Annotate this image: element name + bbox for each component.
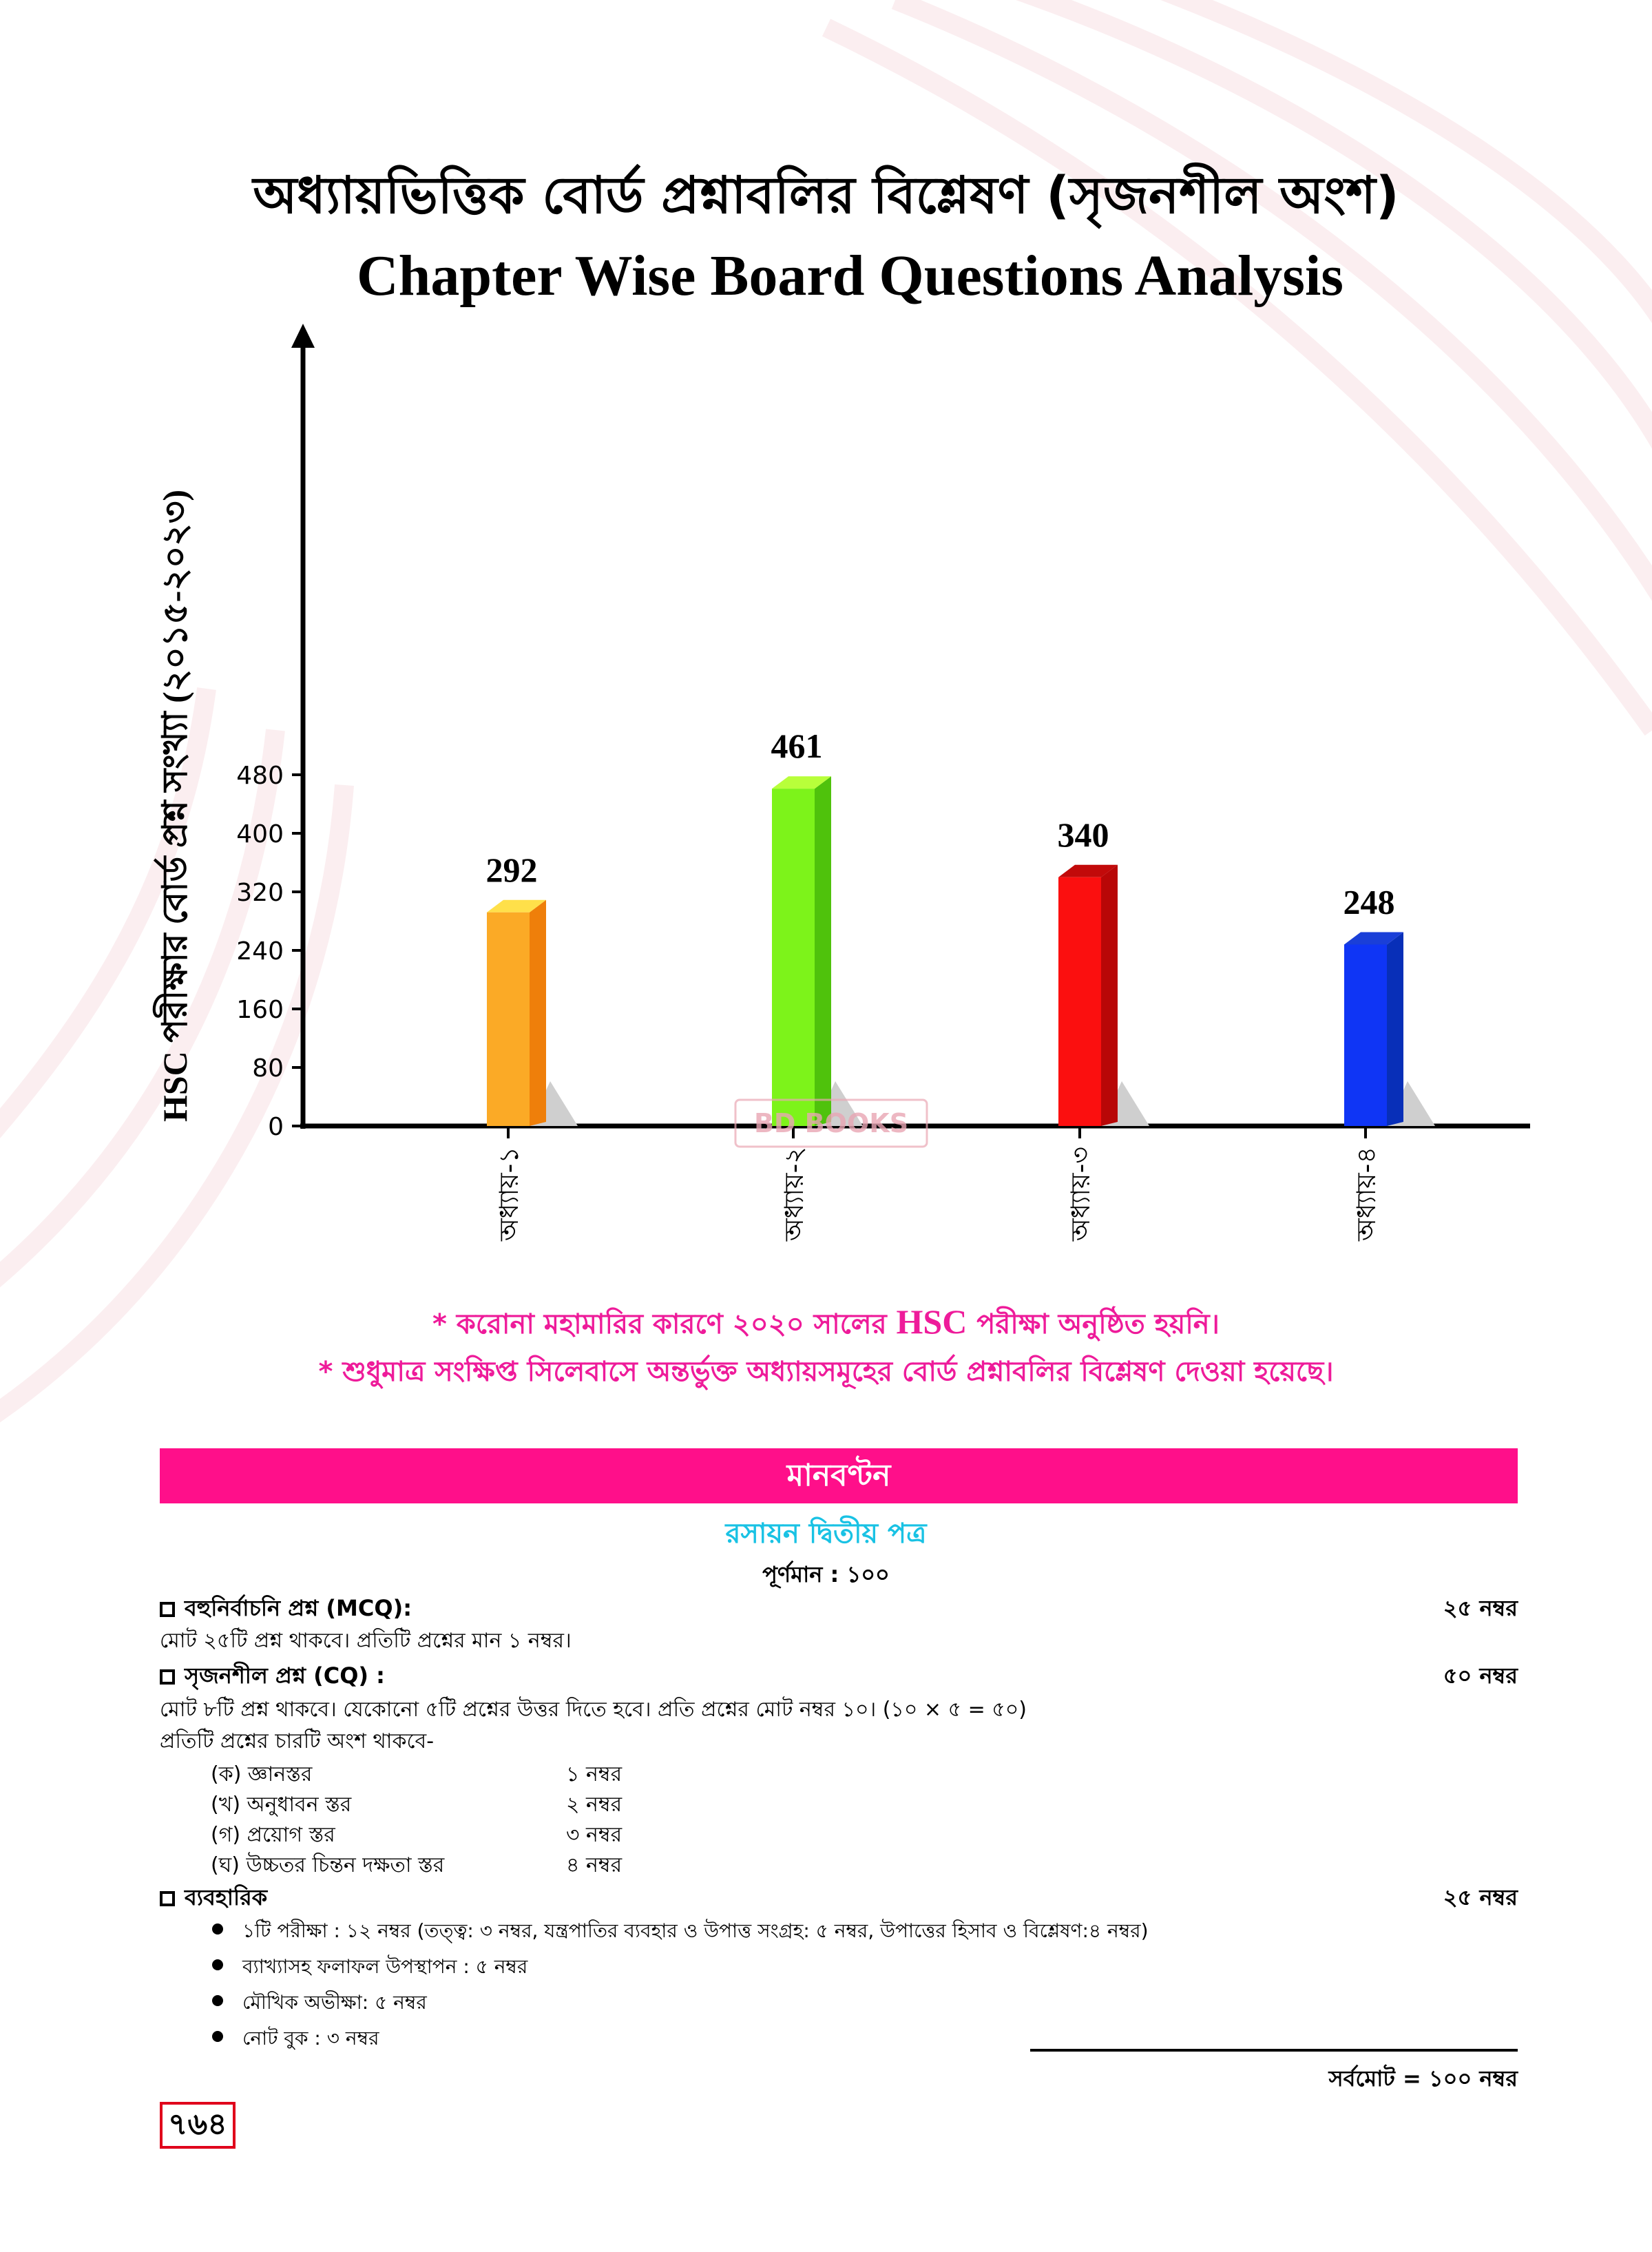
cq-title: সৃজনশীল প্রশ্ন (CQ) : [185, 1662, 385, 1689]
cq-part-label: (ক) জ্ঞানস্তর [211, 1762, 313, 1786]
y-axis-label: HSC পরীক্ষার বোর্ড প্রশ্ন সংখ্যা (২০১৫-২০২৩) [156, 489, 194, 1123]
grand-total: সর্বমোট = ১০০ নম্বর [1328, 2065, 1518, 2092]
bullet-icon [212, 1959, 223, 1970]
bar-side [815, 776, 831, 1126]
practical-item: ব্যাখ্যাসহ ফলাফল উপস্থাপন : ৫ নম্বর [242, 1955, 528, 1978]
cq-desc: মোট ৮টি প্রশ্ন থাকবে। যেকোনো ৫টি প্রশ্নের উত্তর দিতে হবে। প্রতি প্রশ্নের মোট নম্বর ১০। (১০ × ৫ = ৫০) [160, 1698, 1027, 1722]
bar-value-label: 340 [1057, 815, 1109, 854]
bar [1344, 945, 1387, 1127]
mcq-row [160, 1591, 1518, 1628]
cq-part-label: (গ) প্রয়োগ স্তর [211, 1823, 335, 1847]
y-tick-label: 160 [236, 996, 284, 1024]
practical-marks: ২৫ নম্বর [1443, 1884, 1518, 1910]
x-tick-label: অধ্যায়-১ [494, 1147, 524, 1242]
marks-distribution-heading: মানবণ্টন [160, 1448, 1518, 1503]
cq-part-label: (ঘ) উচ্চতর চিন্তন দক্ষতা স্তর [211, 1853, 445, 1877]
cq-part-marks: ১ নম্বর [566, 1762, 623, 1786]
practical-item: মৌখিক অভীক্ষা: ৫ নম্বর [242, 1991, 427, 2014]
mcq-title: বহুনির্বাচনি প্রশ্ন (MCQ): [185, 1595, 412, 1621]
checkbox-icon [160, 1669, 175, 1685]
page-title-english: Chapter Wise Board Questions Analysis [357, 244, 1343, 308]
cq-marks: ৫০ নম্বর [1443, 1662, 1518, 1689]
practical-title: ব্যবহারিক [185, 1884, 268, 1910]
cq-part-marks: ৩ নম্বর [566, 1823, 623, 1847]
bar [1058, 877, 1101, 1126]
y-tick-label: 80 [252, 1054, 284, 1083]
bar-value-label: 292 [485, 850, 538, 889]
bar-value-label: 248 [1343, 882, 1395, 921]
note-corona-pre: * করোনা মহামারির কারণে ২০২০ সালের [432, 1309, 897, 1340]
page-number: ৭৬৪ [160, 2102, 236, 2149]
mcq-marks: ২৫ নম্বর [1443, 1595, 1518, 1621]
note-corona-hsc: HSC [896, 1302, 968, 1341]
cq-part-marks: ৪ নম্বর [566, 1853, 623, 1877]
note-syllabus: * শুধুমাত্র সংক্ষিপ্ত সিলেবাসে অন্তর্ভুক্ত অধ্যায়সমূহের বোর্ড প্রশ্নাবলির বিশ্লেষণ দেওয়া হয়েছে। [318, 1356, 1334, 1388]
x-tick-label: অধ্যায়-২ [779, 1147, 809, 1242]
cq-part-marks: ২ নম্বর [566, 1793, 623, 1817]
watermark-text: BD BOOKS [753, 1108, 909, 1138]
y-tick-label: 0 [268, 1113, 284, 1141]
practical-row [160, 1880, 1518, 1917]
bar [772, 789, 815, 1126]
bar-side [530, 900, 546, 1126]
x-tick-label: অধ্যায়-৩ [1065, 1147, 1096, 1242]
subject-title: রসায়ন দ্বিতীয় পত্র [725, 1518, 927, 1550]
bullet-icon [212, 1995, 223, 2006]
bullet-icon [212, 2031, 223, 2042]
y-axis-arrow [291, 324, 315, 348]
practical-item: নোট বুক : ৩ নম্বর [242, 2027, 379, 2050]
page-title-bengali: অধ্যায়ভিত্তিক বোর্ড প্রশ্নাবলির বিশ্লেষণ (সৃজনশীল অংশ) [253, 166, 1399, 225]
checkbox-icon [160, 1891, 175, 1906]
bullet-icon [212, 1923, 223, 1935]
note-corona [0, 1302, 1652, 1348]
bar-value-label: 461 [771, 727, 823, 766]
practical-item: ১টি পরীক্ষা : ১২ নম্বর (তত্ত্ব: ৩ নম্বর, যন্ত্রপাতির ব্যবহার ও উপাত্ত সংগ্রহ: ৫ নম্বর, উপাত্তের হিসাব ও বিশ্লেষণ:৪ নম্বর) [242, 1919, 1149, 1942]
bar-chart [0, 303, 1652, 1281]
cq-row [160, 1658, 1518, 1696]
checkbox-icon [160, 1602, 175, 1617]
bar [487, 913, 530, 1126]
y-tick-label: 480 [236, 762, 284, 790]
full-marks: পূর্ণমান : ১০০ [762, 1561, 890, 1587]
y-tick-label: 240 [236, 937, 284, 966]
bar-side [1387, 932, 1403, 1127]
y-tick-label: 320 [236, 879, 284, 907]
bar-side [1101, 865, 1118, 1126]
total-divider [1030, 2049, 1518, 2052]
mcq-desc: মোট ২৫টি প্রশ্ন থাকবে। প্রতিটি প্রশ্নের মান ১ নম্বর। [160, 1629, 572, 1653]
note-corona-post: পরীক্ষা অনুষ্ঠিত হয়নি। [967, 1309, 1220, 1340]
y-tick-label: 400 [236, 820, 284, 848]
cq-part-label: (খ) অনুধাবন স্তর [211, 1793, 352, 1817]
x-tick-label: অধ্যায়-৪ [1351, 1147, 1381, 1242]
cq-parts-intro: প্রতিটি প্রশ্নের চারটি অংশ থাকবে- [160, 1729, 435, 1753]
